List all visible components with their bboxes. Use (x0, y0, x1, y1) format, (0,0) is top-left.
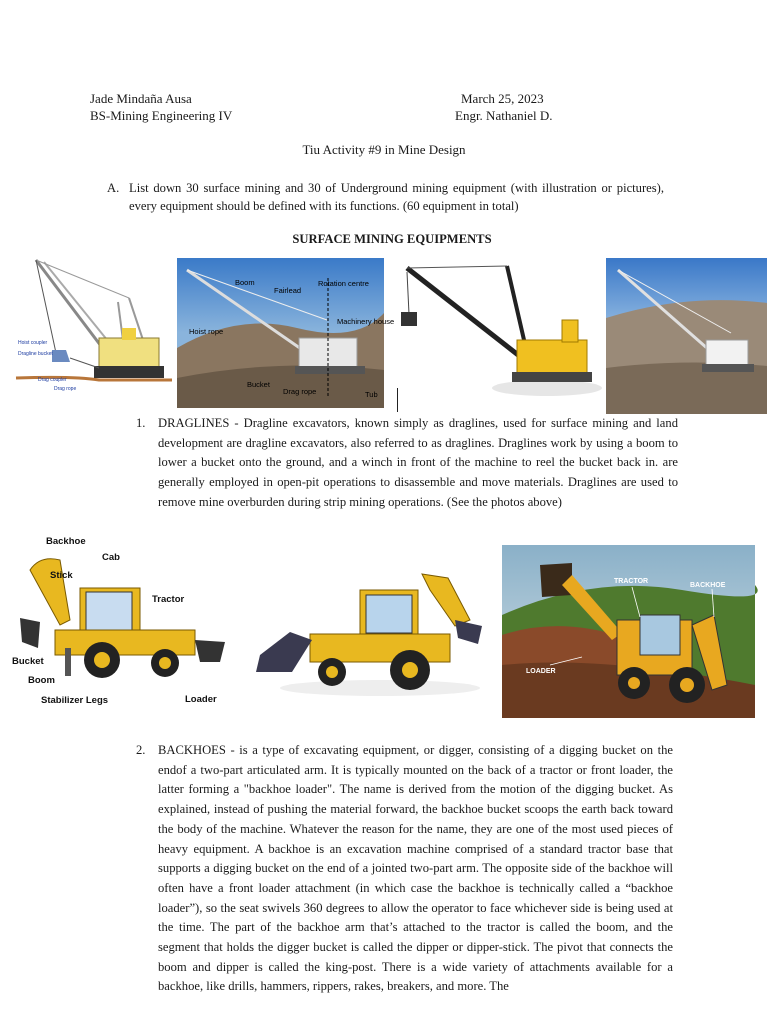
label-drag-rope: Drag rope (54, 386, 77, 392)
label-rotation-centre: Rotation centre (318, 279, 369, 288)
label-cab: Cab (102, 552, 120, 563)
backhoe-render-image (250, 560, 490, 700)
item-1-text: DRAGLINES - Dragline excavators, known simply as draglines, used for surface mining and land development are dragline excavators, also referred to as draglines. Draglines work by using a boom to lower a bucket onto the ground, and a winch in front of the machine to reel the bucket back in. are generally employed in open-pit operations to disassemble and move materials. Draglines are used to remove mine overburden during strip mining operations. (See the photos above) (158, 416, 678, 509)
section-heading: SURFACE MINING EQUIPMENTS (292, 232, 492, 246)
document-date: March 25, 2023 (461, 91, 544, 106)
document-title: Tiu Activity #9 in Mine Design (302, 142, 466, 157)
label-bucket-backhoe: Bucket (12, 656, 44, 667)
label-boom: Boom (235, 278, 255, 287)
label-dragline-bucket: Dragline bucket (18, 351, 53, 357)
backhoe-field-photo (502, 545, 755, 718)
label-bucket: Bucket (247, 380, 270, 389)
label-drag-rope-photo: Drag rope (283, 387, 317, 396)
instruction-marker: A. (107, 181, 120, 195)
item-1-number: 1. (136, 416, 146, 430)
program-name: BS-Mining Engineering IV (90, 108, 233, 123)
label-tub: Tub (365, 390, 378, 399)
instructor-name: Engr. Nathaniel D. (455, 108, 553, 123)
image-separator (397, 388, 398, 412)
label-tractor-photo: TRACTOR (614, 578, 649, 585)
dragline-field-photo (606, 258, 767, 414)
item-2-text: BACKHOES - is a type of excavating equipment, or digger, consisting of a digging bucket on the endof a two-part articulated arm. It is typically mounted on the back of a tractor or front loader, the latter forming a "backhoe loader". The name is derived from the motion of the digging bucket. As explained, instead of pushing the material forward, the backhoe bucket scoops the earth back toward the body of the machine. Whatever the reason for the name, they are one of the most used pieces of heavy equipment. A backhoe is an excavation machine comprised of a standard tractor base that supports a digging bucket on the end of a jointed two-part arm. The opposite side of the backhoe will often have a front loader attachment (in which case the backhoe is technically called a “backhoe loader”), so the seat swivels 360 degrees to allow the operator to face whichever side is being used at the time. The part of the backhoe arm that’s attached to the tractor is called the boom, and the segment that holds the digger bucket is called the dipper or dipper-stick. The pivot that connects the boom and dipper is called the king-post. There is a wide variety of attachments available for a backhoe, like drills, hammers, rippers, rakes, breakers, and more. The (158, 743, 673, 994)
label-backhoe-photo: BACKHOE (690, 582, 726, 589)
label-tractor: Tractor (152, 594, 185, 605)
label-boom-backhoe: Boom (28, 675, 55, 686)
label-loader: Loader (185, 694, 217, 705)
label-loader-photo: LOADER (526, 668, 556, 675)
dragline-labeled-photo (177, 258, 395, 408)
label-hoist-rope: Hoist rope (189, 327, 224, 336)
label-stabilizer-legs: Stabilizer Legs (41, 695, 109, 706)
author-name: Jade Mindaña Ausa (90, 91, 192, 106)
instruction-text: List down 30 surface mining and 30 of Underground mining equipment (with illustration or pictures), every equipment should be defined with its functions. (60 equipment in total) (129, 181, 664, 213)
label-hoist-coupler: Hoist coupler (18, 340, 48, 346)
label-backhoe: Backhoe (46, 536, 86, 547)
label-fairlead: Fairlead (274, 286, 302, 295)
label-drag-coupler: Drag coupler (38, 377, 67, 383)
label-stick: Stick (50, 570, 73, 581)
dragline-diagram-image (14, 258, 174, 408)
dragline-render-image (397, 258, 601, 408)
backhoe-diagram-image (10, 530, 230, 712)
label-machinery-house: Machinery house (337, 317, 395, 326)
item-2-number: 2. (136, 743, 146, 757)
